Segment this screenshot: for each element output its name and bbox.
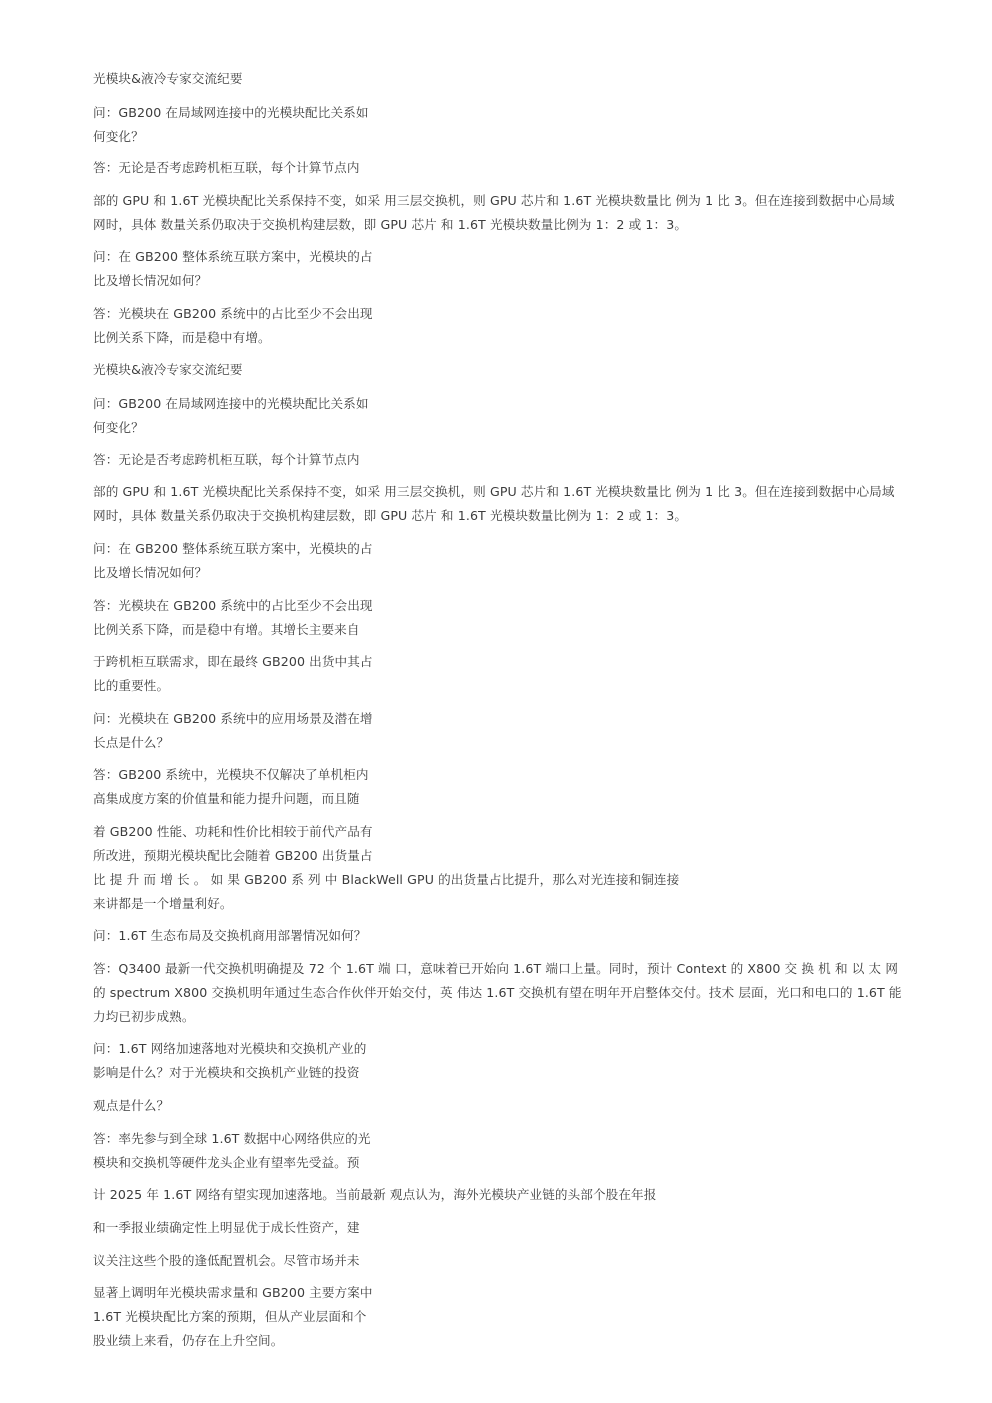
paragraph-line: 问：GB200 在局域网连接中的光模块配比关系如: [93, 105, 369, 120]
paragraph-line: 问：在 GB200 整体系统互联方案中，光模块的占: [93, 541, 373, 556]
answer-paragraph: [93, 957, 902, 1029]
paragraph-line: 模块和交换机等硬件龙头企业有望率先受益。预: [93, 1155, 360, 1170]
paragraph-line: 何变化？: [93, 420, 144, 435]
answer-paragraph: [93, 594, 373, 642]
paragraph-line: 比及增长情况如何？: [93, 273, 208, 288]
paragraph-line: 答：Q3400 最新一代交换机明确提及 72 个 1.6T 端 口，意味着已开始向 1.6T 端口上量。同时，预计 Context 的 X800 交 换 机 和 以 太 网: [93, 961, 899, 976]
answer-paragraph: [93, 1249, 360, 1273]
answer-paragraph: [93, 448, 360, 472]
paragraph-line: 影响是什么？对于光模块和交换机产业链的投资: [93, 1065, 360, 1080]
paragraph-line: 答：GB200 系统中，光模块不仅解决了单机柜内: [93, 767, 369, 782]
paragraph-line: 观点是什么？: [93, 1098, 170, 1113]
answer-paragraph: [93, 820, 679, 916]
question-paragraph: [93, 1094, 169, 1118]
paragraph-line: 问：1.6T 网络加速落地对光模块和交换机产业的: [93, 1041, 367, 1056]
answer-paragraph: [93, 189, 895, 237]
answer-paragraph: [93, 302, 373, 350]
paragraph-line: 力均已初步成熟。: [93, 1009, 195, 1024]
paragraph-line: 1.6T 光模块配比方案的预期，但从产业层面和个: [93, 1309, 367, 1324]
answer-paragraph: [93, 1127, 371, 1175]
question-paragraph: [93, 924, 366, 948]
paragraph-line: 长点是什么？: [93, 735, 170, 750]
paragraph-line: 光模块&液冷专家交流纪要: [93, 71, 243, 86]
section-title: [93, 67, 243, 91]
paragraph-line: 和一季报业绩确定性上明显优于成长性资产，建: [93, 1220, 360, 1235]
paragraph-line: 来讲都是一个增量利好。: [93, 896, 233, 911]
paragraph-line: 高集成度方案的价值量和能力提升问题，而且随: [93, 791, 360, 806]
paragraph-line: 比的重要性。: [93, 678, 170, 693]
paragraph-line: 的 spectrum X800 交换机明年通过生态合作伙伴开始交付，英 伟达 1.6T 交换机有望在明年开启整体交付。技术 层面，光口和电口的 1.6T 能: [93, 985, 902, 1000]
answer-paragraph: [93, 1183, 656, 1207]
question-paragraph: [93, 101, 369, 149]
paragraph-line: 答：无论是否考虑跨机柜互联，每个计算节点内: [93, 160, 360, 175]
paragraph-line: 比例关系下降，而是稳中有增。: [93, 330, 271, 345]
question-paragraph: [93, 1037, 366, 1085]
question-paragraph: [93, 392, 369, 440]
paragraph-line: 计 2025 年 1.6T 网络有望实现加速落地。当前最新 观点认为，海外光模块产业链的头部个股在年报: [93, 1187, 657, 1202]
paragraph-line: 答：光模块在 GB200 系统中的占比至少不会出现: [93, 306, 373, 321]
paragraph-line: 比例关系下降，而是稳中有增。其增长主要来自: [93, 622, 360, 637]
paragraph-line: 网时，具体 数量关系仍取决于交换机构建层数，即 GPU 芯片 和 1.6T 光模块数量比例为 1：2 或 1：3。: [93, 508, 688, 523]
section-title: [93, 358, 243, 382]
answer-paragraph: [93, 650, 373, 698]
paragraph-line: 网时，具体 数量关系仍取决于交换机构建层数，即 GPU 芯片 和 1.6T 光模块数量比例为 1：2 或 1：3。: [93, 217, 688, 232]
paragraph-line: 问：GB200 在局域网连接中的光模块配比关系如: [93, 396, 369, 411]
paragraph-line: 问：光模块在 GB200 系统中的应用场景及潜在增: [93, 711, 373, 726]
paragraph-line: 何变化？: [93, 129, 144, 144]
paragraph-line: 部的 GPU 和 1.6T 光模块配比关系保持不变，如采 用三层交换机，则 GPU 芯片和 1.6T 光模块数量比 例为 1 比 3。但在连接到数据中心局域: [93, 484, 895, 499]
paragraph-line: 于跨机柜互联需求，即在最终 GB200 出货中其占: [93, 654, 373, 669]
paragraph-line: 答：光模块在 GB200 系统中的占比至少不会出现: [93, 598, 373, 613]
question-paragraph: [93, 537, 373, 585]
paragraph-line: 比及增长情况如何？: [93, 565, 208, 580]
question-paragraph: [93, 245, 373, 293]
paragraph-line: 光模块&液冷专家交流纪要: [93, 362, 243, 377]
paragraph-line: 部的 GPU 和 1.6T 光模块配比关系保持不变，如采 用三层交换机，则 GPU 芯片和 1.6T 光模块数量比 例为 1 比 3。但在连接到数据中心局域: [93, 193, 895, 208]
answer-paragraph: [93, 156, 360, 180]
answer-paragraph: [93, 1216, 360, 1240]
paragraph-line: 答：无论是否考虑跨机柜互联，每个计算节点内: [93, 452, 360, 467]
paragraph-line: 答：率先参与到全球 1.6T 数据中心网络供应的光: [93, 1131, 371, 1146]
paragraph-line: 问：在 GB200 整体系统互联方案中，光模块的占: [93, 249, 373, 264]
paragraph-line: 显著上调明年光模块需求量和 GB200 主要方案中: [93, 1285, 373, 1300]
answer-paragraph: [93, 763, 369, 811]
paragraph-line: 股业绩上来看，仍存在上升空间。: [93, 1333, 284, 1348]
answer-paragraph: [93, 480, 895, 528]
paragraph-line: 所改进，预期光模块配比会随着 GB200 出货量占: [93, 848, 373, 863]
paragraph-line: 问：1.6T 生态布局及交换机商用部署情况如何？: [93, 928, 367, 943]
question-paragraph: [93, 707, 373, 755]
paragraph-line: 比 提 升 而 增 长 。 如 果 GB200 系 列 中 BlackWell GPU 的出货量占比提升，那么对光连接和铜连接: [93, 872, 680, 887]
paragraph-line: 议关注这些个股的逢低配置机会。尽管市场并未: [93, 1253, 360, 1268]
paragraph-line: 着 GB200 性能、功耗和性价比相较于前代产品有: [93, 824, 373, 839]
answer-paragraph: [93, 1281, 373, 1353]
